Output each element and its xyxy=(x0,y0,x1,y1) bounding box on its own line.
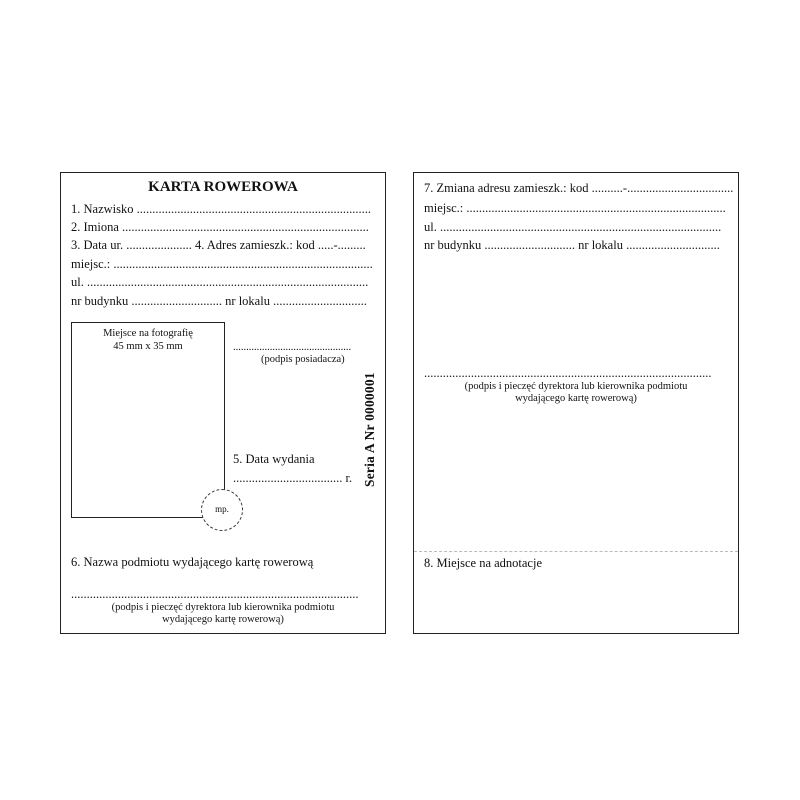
issuer-caption-line-2: wydającego kartę rowerową) xyxy=(162,614,284,625)
annotations-label: 8. Miejsce na adnotacje xyxy=(424,556,543,570)
birthdate-address-field: 3. Data ur. ..................... 4. Adres zamieszk.: kod .....-......... xyxy=(71,238,366,252)
bicycle-card-back xyxy=(413,172,739,634)
issuer-name-label: 6. Nazwa podmiotu wydającego kartę rowerową xyxy=(71,555,314,569)
stamp-label: mp. xyxy=(215,504,229,514)
building-apartment-field: nr budynku ............................. nr lokalu .............................. xyxy=(71,294,367,308)
serial-number: Seria A Nr 0000001 xyxy=(362,372,377,487)
photo-placeholder xyxy=(71,322,225,518)
owner-signature-line: ............................................. xyxy=(233,342,352,353)
owner-signature-caption: (podpis posiadacza) xyxy=(261,354,345,365)
new-building-apartment-field: nr budynku ............................. nr lokalu .............................. xyxy=(424,238,720,252)
director-caption-line-2: wydającego kartę rowerową) xyxy=(515,393,637,404)
surname-field: 1. Nazwisko ........................................................................... xyxy=(71,202,371,216)
card-title: KARTA ROWEROWA xyxy=(148,179,298,195)
new-city-field: miejsc.: ................................................................................... xyxy=(424,201,726,215)
bicycle-card-front xyxy=(60,172,386,634)
city-field: miejsc.: ................................................................................... xyxy=(71,257,373,271)
new-street-field: ul. .......................................................................................... xyxy=(424,220,722,234)
issue-date-line: ................................... r. xyxy=(233,471,353,485)
first-names-field: 2. Imiona ............................................................................... xyxy=(71,220,369,234)
section-divider xyxy=(414,551,738,552)
stamp-circle xyxy=(201,489,243,531)
photo-size: 45 mm x 35 mm xyxy=(113,341,183,352)
street-field: ul. .......................................................................................... xyxy=(71,275,369,289)
issuer-caption-line-1: (podpis i pieczęć dyrektora lub kierownika podmiotu xyxy=(111,602,335,613)
issue-date-label: 5. Data wydania xyxy=(233,452,315,466)
director-caption-line-1: (podpis i pieczęć dyrektora lub kierownika podmiotu xyxy=(464,381,688,392)
address-change-field: 7. Zmiana adresu zamieszk.: kod ..........-.................................. xyxy=(424,181,734,195)
director-signature-line: ............................................................................................ xyxy=(424,366,712,380)
issuer-signature-line: ............................................................................................ xyxy=(71,587,359,601)
photo-label: Miejsce na fotografię xyxy=(103,328,193,339)
